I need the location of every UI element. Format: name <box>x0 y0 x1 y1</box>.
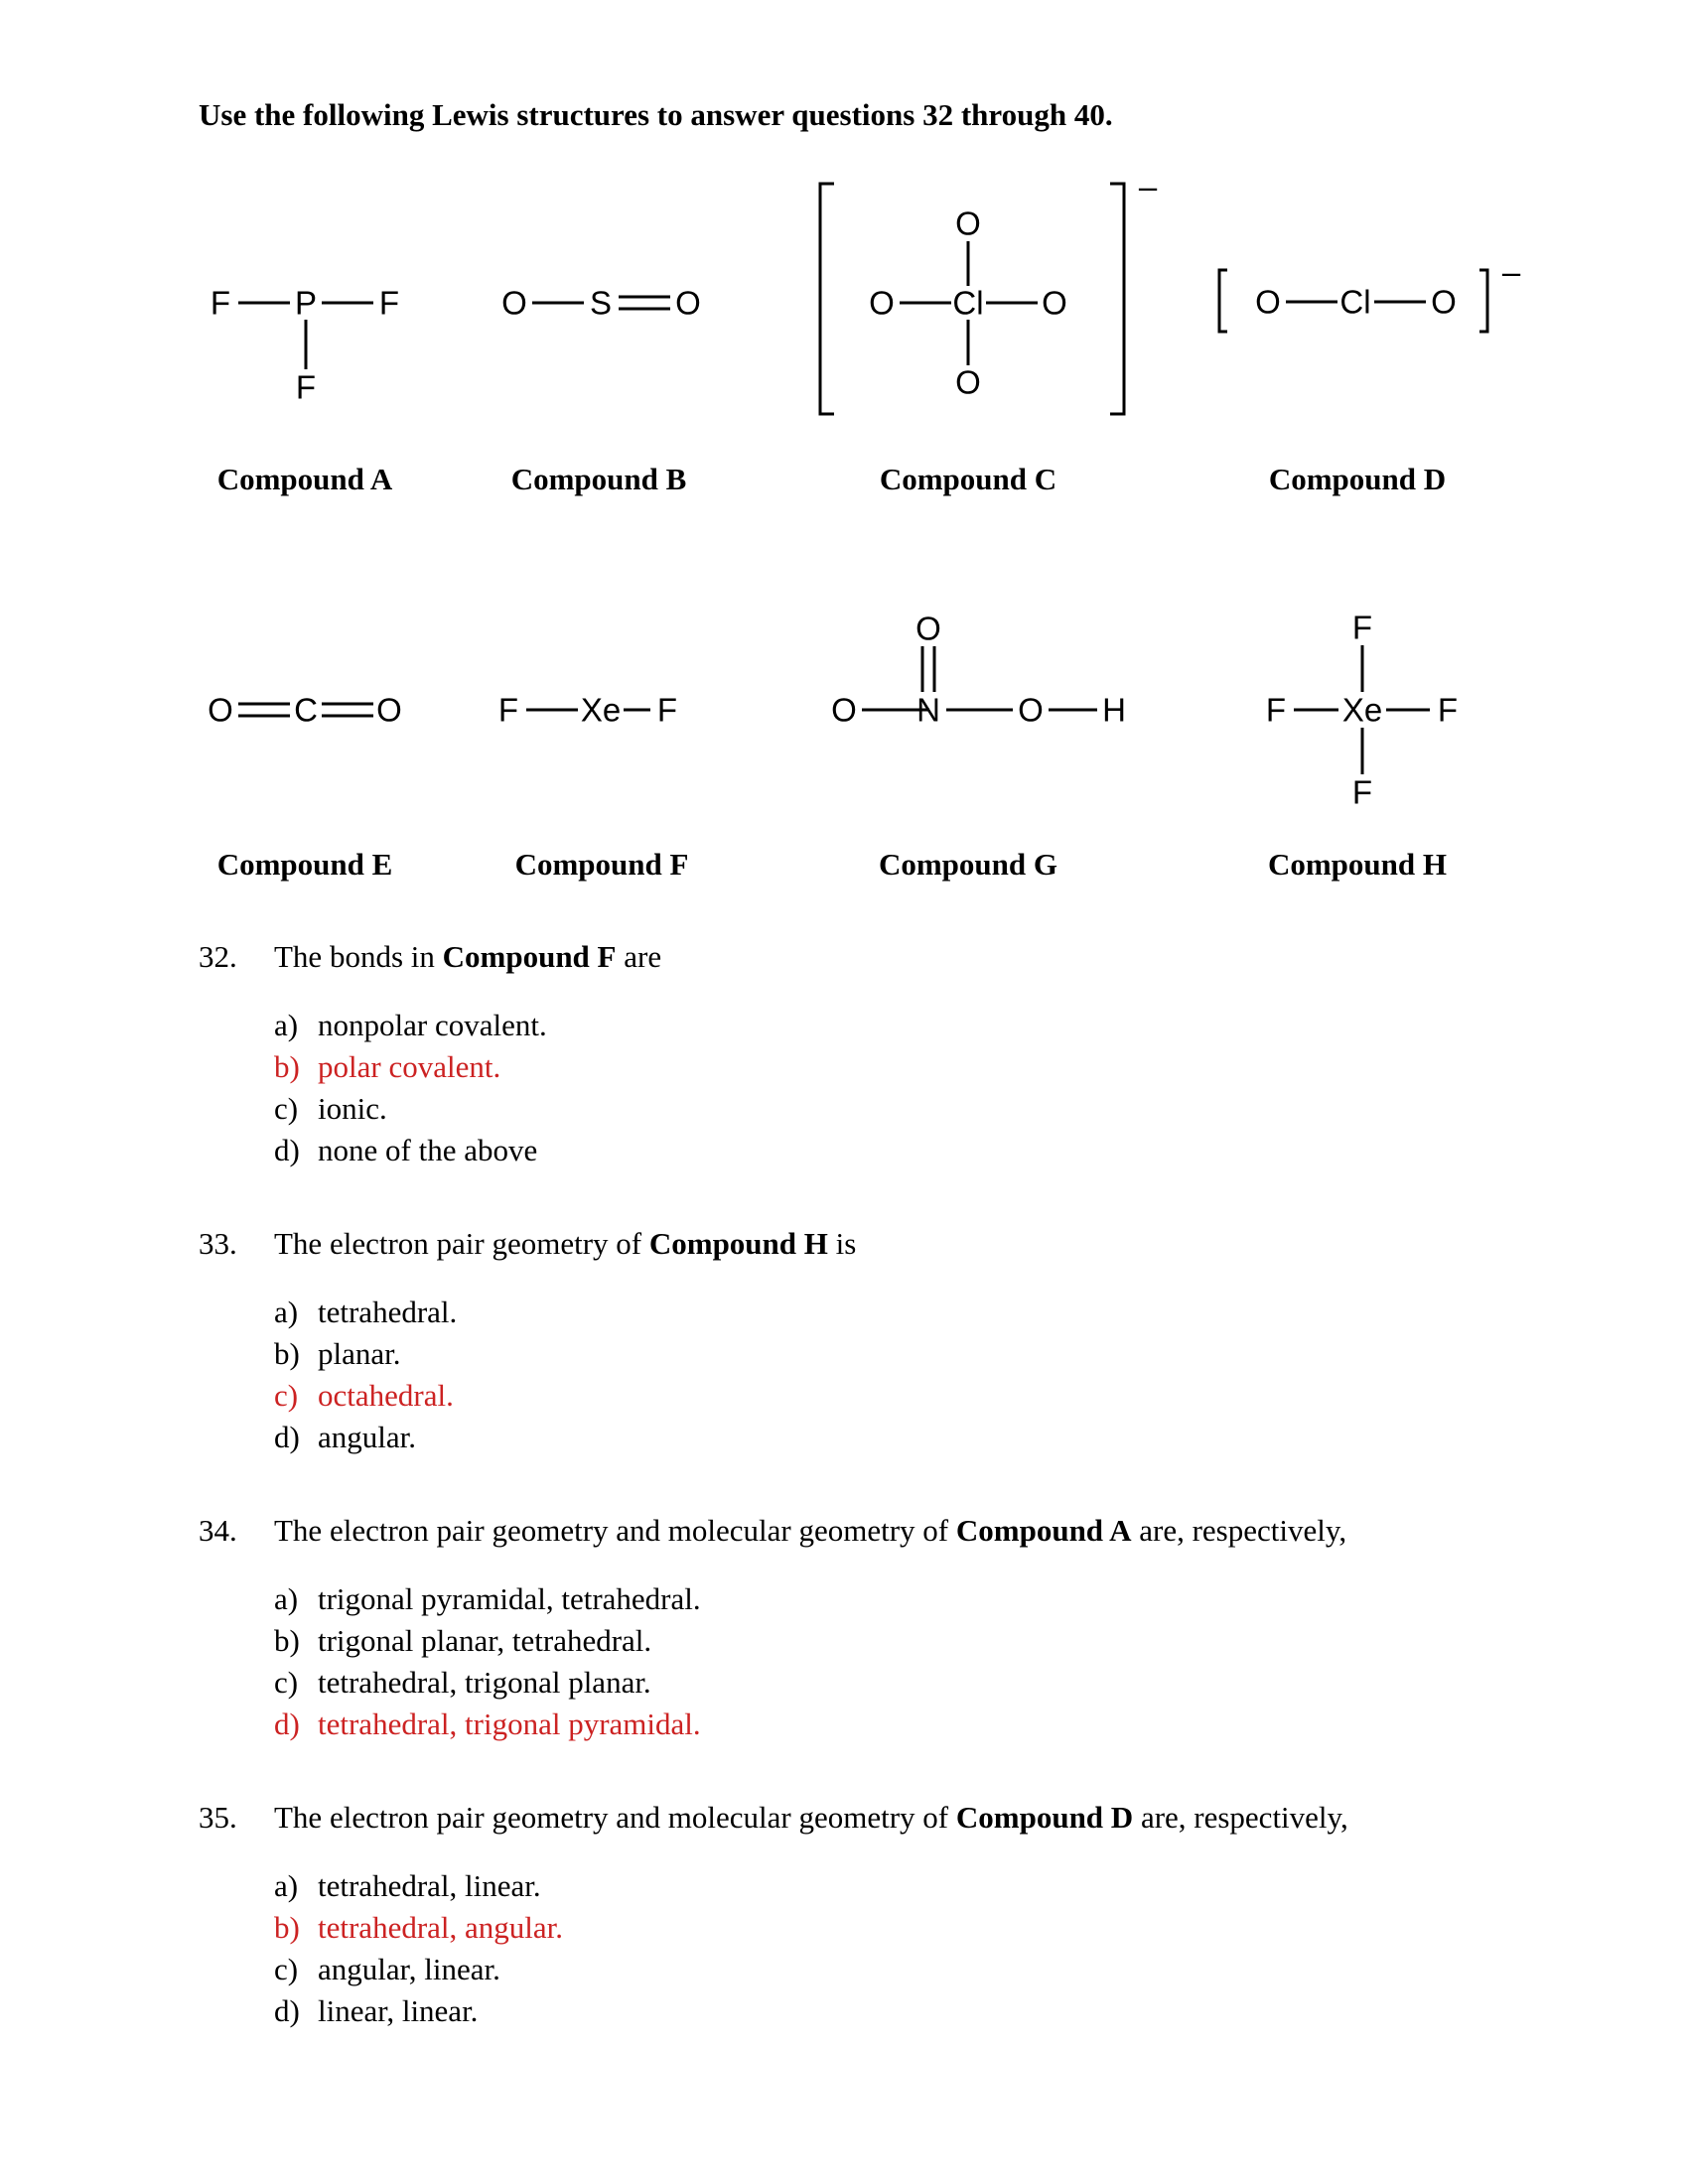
atom: F <box>378 284 400 322</box>
structure-b <box>487 268 715 347</box>
answer-option-a: a) tetrahedral, linear. <box>274 1868 541 1903</box>
question-stem <box>199 1513 1346 1549</box>
atom: F <box>1437 691 1459 729</box>
atom: O <box>1042 284 1067 322</box>
question-number: 32. <box>199 939 237 974</box>
structure-e <box>199 675 417 745</box>
caption-compound-a: Compound A <box>216 462 393 496</box>
atom: Cl <box>952 284 984 322</box>
answer-option-a: a) trigonal pyramidal, tetrahedral. <box>274 1581 701 1616</box>
question-number: 35. <box>199 1800 237 1835</box>
intro-instructions: Use the following Lewis structures to answer questions 32 through 40. <box>199 97 1113 132</box>
left-bracket <box>1219 270 1227 332</box>
atom: Xe <box>1341 691 1383 729</box>
answer-options <box>274 1005 661 1171</box>
atom: F <box>656 691 678 729</box>
structure-d <box>1213 253 1541 349</box>
question-text: The electron pair geometry and molecular geometry of Compound A are, respectively, <box>274 1513 1347 1548</box>
atom: O <box>501 284 527 322</box>
answer-option-b: b) planar. <box>274 1336 401 1371</box>
atom: F <box>1351 609 1373 646</box>
caption-compound-b: Compound B <box>510 462 687 496</box>
atom: F <box>295 368 317 406</box>
answer-option-b: b) trigonal planar, tetrahedral. <box>274 1623 652 1658</box>
atom: O <box>869 284 895 322</box>
answer-option-a: a) nonpolar covalent. <box>274 1008 547 1042</box>
atom: O <box>1255 283 1281 321</box>
question-text: The bonds in Compound F are <box>274 939 662 974</box>
caption-compound-f: Compound F <box>514 847 689 882</box>
right-bracket <box>1110 184 1124 414</box>
ion-charge: – <box>1501 253 1521 291</box>
question-number: 33. <box>199 1226 237 1261</box>
answer-option-a: a) tetrahedral. <box>274 1295 458 1329</box>
left-bracket <box>820 184 834 414</box>
caption-compound-c: Compound C <box>879 462 1057 496</box>
question-35 <box>199 1800 1348 2032</box>
atom: F <box>1351 773 1373 811</box>
structure-a <box>199 268 417 417</box>
structure-g <box>814 596 1132 754</box>
question-stem <box>199 1800 1348 1836</box>
answer-options <box>274 1578 1346 1745</box>
caption-compound-e: Compound E <box>216 847 393 882</box>
atom: O <box>1018 691 1044 729</box>
structure-h <box>1253 596 1481 824</box>
right-bracket <box>1479 270 1487 332</box>
answer-option-d: d) none of the above <box>274 1133 538 1167</box>
atom: O <box>915 610 941 647</box>
answer-option-d: d) angular. <box>274 1420 416 1454</box>
atom: F <box>1265 691 1287 729</box>
atom: Cl <box>1339 283 1371 321</box>
question-number: 34. <box>199 1513 237 1548</box>
caption-compound-h: Compound H <box>1267 847 1448 882</box>
answer-options <box>274 1865 1348 2032</box>
question-text: The electron pair geometry and molecular geometry of Compound D are, respectively, <box>274 1800 1348 1835</box>
question-stem <box>199 939 661 975</box>
question-stem <box>199 1226 856 1262</box>
structure-f <box>487 675 715 745</box>
atom: O <box>955 205 981 242</box>
atom: O <box>208 691 233 729</box>
atom: P <box>294 284 318 322</box>
answer-option-c: c) ionic. <box>274 1091 387 1126</box>
answer-option-b-correct: b) tetrahedral, angular. <box>274 1910 564 1945</box>
answer-option-c: c) angular, linear. <box>274 1952 500 1986</box>
atom: O <box>1431 283 1457 321</box>
caption-compound-g: Compound G <box>878 847 1058 882</box>
atom: N <box>916 691 940 729</box>
atom: F <box>210 284 231 322</box>
atom: O <box>955 363 981 401</box>
question-33 <box>199 1226 856 1458</box>
question-text: The electron pair geometry of Compound H is <box>274 1226 857 1261</box>
answer-option-d: d) linear, linear. <box>274 1993 479 2028</box>
answer-option-d-correct: d) tetrahedral, trigonal pyramidal. <box>274 1706 701 1741</box>
answer-option-c-correct: c) octahedral. <box>274 1378 454 1413</box>
caption-compound-d: Compound D <box>1268 462 1447 496</box>
atom: H <box>1102 691 1126 729</box>
atom: F <box>497 691 519 729</box>
answer-option-c: c) tetrahedral, trigonal planar. <box>274 1665 651 1700</box>
atom: C <box>294 691 318 729</box>
ion-charge: – <box>1138 168 1158 205</box>
atom: O <box>831 691 857 729</box>
atom: O <box>376 691 402 729</box>
answer-options <box>274 1292 856 1458</box>
question-34 <box>199 1513 1346 1745</box>
atom: O <box>675 284 701 322</box>
question-32 <box>199 939 661 1171</box>
structure-c <box>812 168 1170 427</box>
answer-option-b-correct: b) polar covalent. <box>274 1049 501 1084</box>
atom: S <box>589 284 613 322</box>
atom: Xe <box>580 691 622 729</box>
